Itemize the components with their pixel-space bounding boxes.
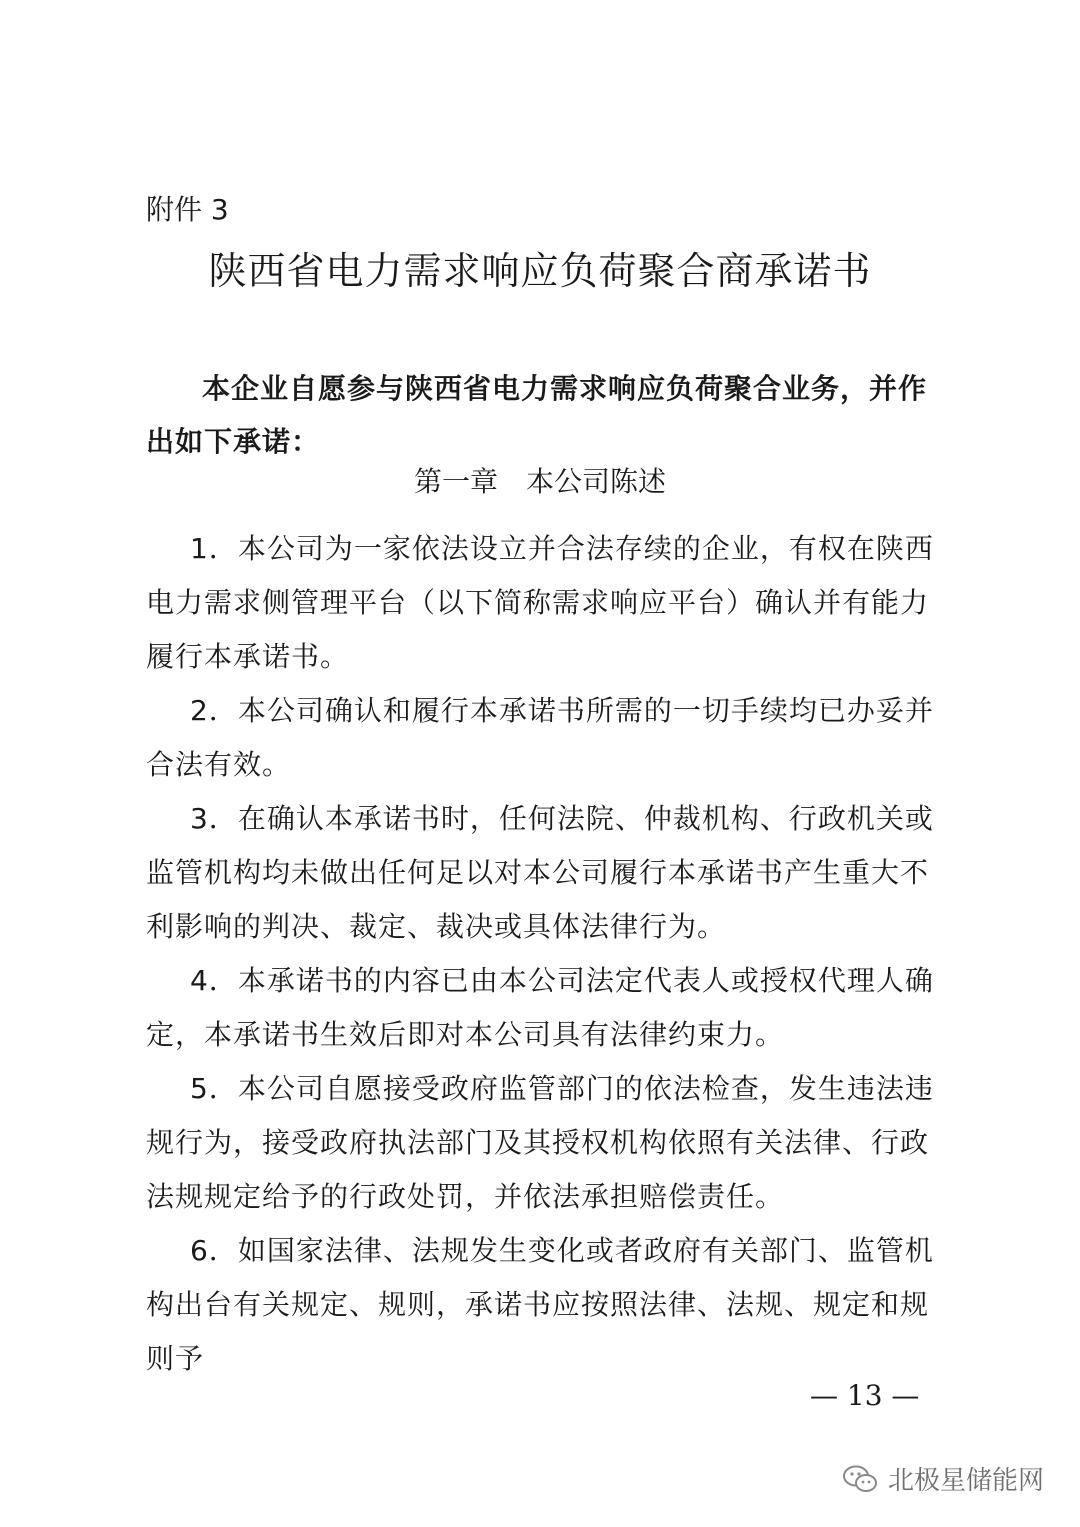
wechat-icon bbox=[842, 1464, 878, 1494]
watermark bbox=[842, 1460, 1044, 1497]
list-item: 2．本公司确认和履行本承诺书所需的一切手续均已办妥并合法有效。 bbox=[146, 694, 934, 781]
list-item: 1．本公司为一家依法设立并合法存续的企业，有权在陕西电力需求侧管理平台（以下简称需求响应平台）确认并有能力履行本承诺书。 bbox=[146, 532, 934, 673]
list-item: 5．本公司自愿接受政府监管部门的依法检查，发生违法违规行为，接受政府执法部门及其授权机构依照有关法律、行政法规规定给予的行政处罚，并依法承担赔偿责任。 bbox=[146, 1072, 934, 1213]
list-item: 6．如国家法律、法规发生变化或者政府有关部门、监管机构出台有关规定、规则，承诺书应按照法律、法规、规定和规则予 bbox=[146, 1234, 934, 1375]
watermark-text: 北极星储能网 bbox=[888, 1466, 1045, 1496]
attachment-label: 附件 3 bbox=[146, 193, 229, 226]
list-item: 3．在确认本承诺书时，任何法院、仲裁机构、行政机关或监管机构均未做出任何足以对本公司履行本承诺书产生重大不利影响的判决、裁定、裁决或具体法律行为。 bbox=[146, 802, 934, 943]
intro-paragraph: 本企业自愿参与陕西省电力需求响应负荷聚合业务，并作出如下承诺： bbox=[146, 372, 928, 458]
page-number: — 13 — bbox=[810, 1379, 920, 1412]
commitment-list bbox=[146, 522, 942, 1386]
list-item: 4．本承诺书的内容已由本公司法定代表人或授权代理人确定，本承诺书生效后即对本公司具有法律约束力。 bbox=[146, 964, 934, 1051]
chapter-heading: 第一章 本公司陈述 bbox=[413, 465, 666, 498]
page-title: 陕西省电力需求响应负荷聚合商承诺书 bbox=[208, 249, 872, 293]
